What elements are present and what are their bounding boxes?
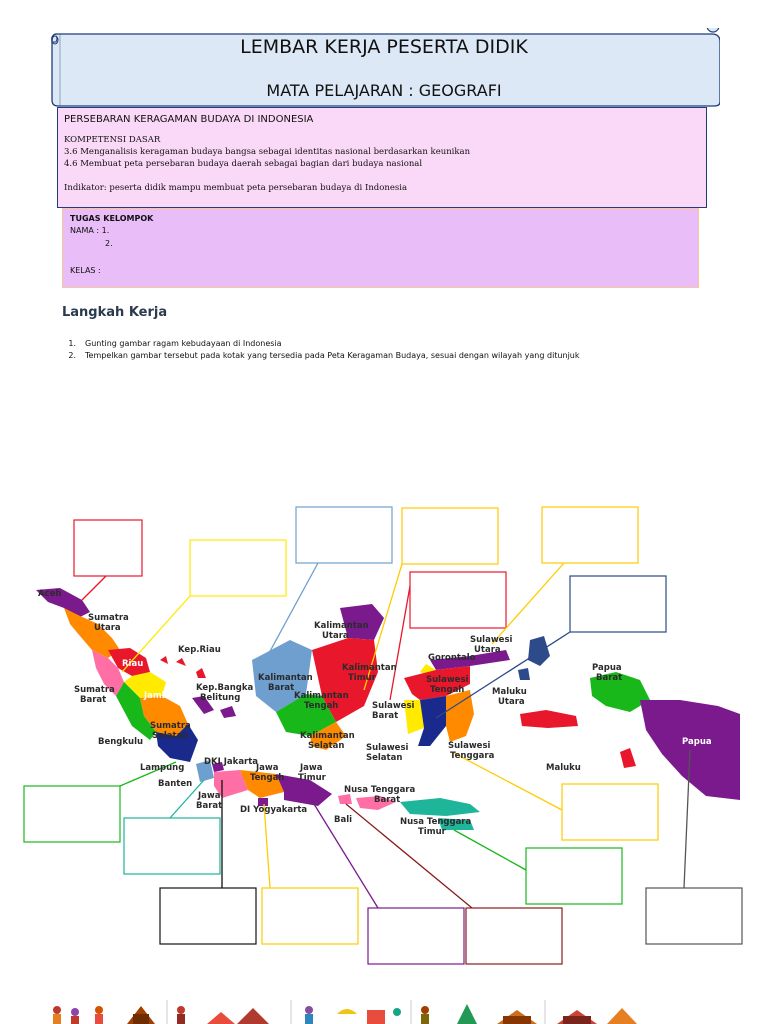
map-graphic (0, 500, 768, 970)
steps-list (62, 339, 580, 363)
map-label-babel-2: Belitung (200, 693, 241, 703)
step-number: 2. (68, 351, 76, 360)
map-label-dki: DKI Jakarta (204, 757, 259, 767)
culture-figure-icon (557, 1008, 637, 1024)
label-box (526, 848, 622, 904)
map-label-bali: Bali (334, 815, 353, 825)
label-box (190, 540, 286, 596)
map-label-kalteng-1: Kalimantan (294, 691, 349, 701)
step-text: Tempelkan gambar tersebut pada kotak yang tersedia pada Peta Keragaman Budaya, sesuai dengan wilayah yang ditunjuk (85, 351, 580, 360)
label-box (646, 888, 742, 944)
map-label-kepriau: Kep.Riau (178, 645, 221, 655)
label-box (402, 508, 498, 564)
map-label-jabar-2: Barat (196, 801, 223, 811)
step-item (62, 351, 580, 363)
indonesia-culture-map (0, 500, 768, 970)
connector-line (454, 830, 526, 870)
map-label-babel-1: Kep.Bangka (196, 683, 254, 693)
map-label-diy: DI Yogyakarta (240, 805, 308, 815)
label-box (466, 908, 562, 964)
region-kepriau (160, 656, 206, 678)
map-label-aceh: Aceh (38, 589, 62, 599)
name-number-2: 2. (105, 239, 113, 248)
map-label-sultra-1: Sulawesi (448, 741, 491, 751)
label-box (368, 908, 464, 964)
map-label-bengkulu: Bengkulu (98, 737, 144, 747)
map-label-sulteng-1: Sulawesi (426, 675, 469, 685)
map-label-kalsel-1: Kalimantan (300, 731, 355, 741)
kd-item-2: 4.6 Membuat peta persebaran budaya daerah sebagai bagian dari budaya nasional (64, 159, 423, 169)
map-label-kalteng-2: Tengah (304, 701, 339, 711)
map-label-jatim-1: Jawa (300, 763, 323, 773)
region-bali (338, 794, 352, 804)
map-label-sumsel-2: Selatan (152, 731, 189, 741)
kd-heading: KOMPETENSI DASAR (64, 135, 161, 145)
map-label-jatim-2: Timur (298, 773, 326, 783)
map-label-ntb-1: Nusa Tenggara (344, 785, 416, 795)
competency-box (57, 107, 707, 208)
group-task-box (62, 208, 699, 288)
map-label-kalbar-2: Barat (268, 683, 295, 693)
map-label-sulteng-2: Tengah (430, 685, 465, 695)
culture-image-strip (47, 1000, 647, 1024)
label-box (160, 888, 256, 944)
map-label-sulut-1: Sulawesi (470, 635, 513, 645)
region-malut (518, 636, 550, 680)
name-label: NAMA : 1. (70, 226, 110, 235)
class-label: KELAS : (70, 266, 101, 275)
label-box (542, 507, 638, 563)
label-box (296, 507, 392, 563)
map-label-malut-2: Utara (498, 697, 525, 707)
map-label-kaltim-1: Kalimantan (342, 663, 397, 673)
map-label-sulbar-2: Barat (372, 711, 399, 721)
map-label-riau: Riau (122, 659, 144, 669)
step-text: Gunting gambar ragam kebudayaan di Indonesia (85, 339, 282, 348)
culture-figure-icon (177, 1006, 269, 1024)
map-label-kalbar-1: Kalimantan (258, 673, 313, 683)
subject-title: MATA PELAJARAN : GEOGRAFI (266, 81, 502, 100)
region-maluku (520, 710, 636, 768)
map-label-gorontalo: Gorontalo (428, 653, 476, 663)
culture-images (47, 1000, 647, 1024)
map-label-kaltara-2: Utara (322, 631, 349, 641)
map-label-lampung: Lampung (140, 763, 185, 773)
map-label-sulsel-1: Sulawesi (366, 743, 409, 753)
map-label-kaltim-2: Timur (348, 673, 376, 683)
map-label-ntt-2: Timur (418, 827, 446, 837)
label-box (562, 784, 658, 840)
culture-figure-icon (53, 1006, 155, 1024)
culture-figure-icon (305, 1006, 401, 1024)
map-label-ntt-1: Nusa Tenggara (400, 817, 472, 827)
map-label-sulsel-2: Selatan (366, 753, 403, 763)
topic-heading: PERSEBARAN KERAGAMAN BUDAYA DI INDONESIA (64, 114, 314, 125)
indicator-text: Indikator: peserta didik mampu membuat peta persebaran budaya di Indonesia (64, 183, 408, 193)
map-label-papua: Papua (682, 737, 712, 747)
label-box (24, 786, 120, 842)
region-sultra (446, 690, 474, 742)
map-label-pabar-1: Papua (592, 663, 622, 673)
label-box (570, 576, 666, 632)
map-label-jateng-1: Jawa (256, 763, 279, 773)
map-label-pabar-2: Barat (596, 673, 623, 683)
map-label-ntb-2: Barat (374, 795, 401, 805)
worksheet-title: LEMBAR KERJA PESERTA DIDIK (240, 36, 528, 58)
map-label-sulut-2: Utara (474, 645, 501, 655)
map-label-kaltara-1: Kalimantan (314, 621, 369, 631)
kd-item-1: 3.6 Menganalisis keragaman budaya bangsa sebagai identitas nasional berdasarkan keunikan (64, 147, 471, 157)
group-task-heading: TUGAS KELOMPOK (70, 214, 154, 223)
map-label-sumut-1: Sumatra (88, 613, 129, 623)
title-banner (48, 28, 720, 106)
map-label-maluku: Maluku (546, 763, 581, 773)
steps-heading: Langkah Kerja (62, 305, 168, 320)
label-box (124, 818, 220, 874)
step-item (62, 339, 580, 351)
map-label-banten: Banten (158, 779, 193, 789)
connector-line (264, 804, 270, 888)
map-label-sulbar-1: Sulawesi (372, 701, 415, 711)
label-box (262, 888, 358, 944)
map-label-sumut-2: Utara (94, 623, 121, 633)
map-label-sumbar-1: Sumatra (74, 685, 115, 695)
map-label-sumsel-1: Sumatra (150, 721, 191, 731)
map-label-kalsel-2: Selatan (308, 741, 345, 751)
map-label-jateng-2: Tengah (250, 773, 285, 783)
step-number: 1. (68, 339, 76, 348)
map-label-jambi: Jambi (144, 691, 171, 701)
label-box (74, 520, 142, 576)
culture-figure-icon (421, 1004, 537, 1024)
connector-line (82, 576, 106, 600)
map-label-sultra-2: Tenggara (450, 751, 495, 761)
map-label-sumbar-2: Barat (80, 695, 107, 705)
map-label-malut-1: Maluku (492, 687, 527, 697)
map-label-jabar-1: Jawa (198, 791, 221, 801)
label-box (410, 572, 506, 628)
